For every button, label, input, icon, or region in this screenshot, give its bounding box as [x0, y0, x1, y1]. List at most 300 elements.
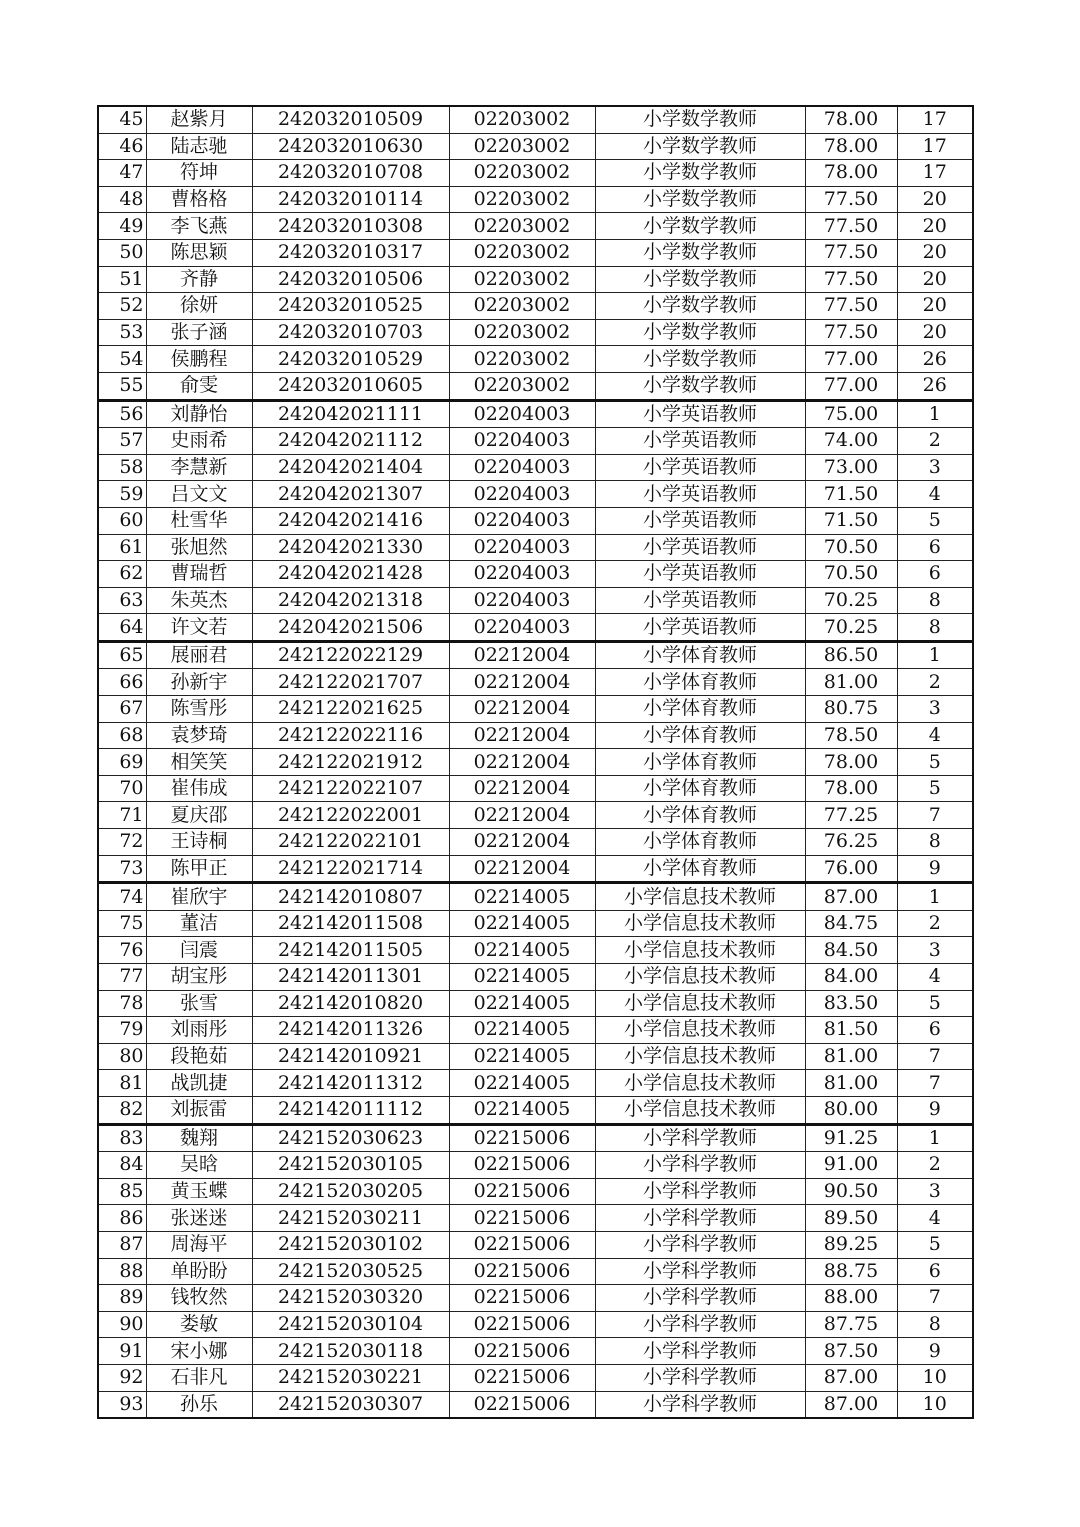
cell-score: 78.00	[805, 106, 897, 133]
cell-post-code: 02214005	[449, 937, 595, 964]
cell-seq-no: 82	[98, 1096, 146, 1124]
cell-seq-no: 63	[98, 587, 146, 614]
table-row	[98, 964, 973, 991]
cell-name: 娄敏	[146, 1311, 252, 1338]
table-row	[98, 1258, 973, 1285]
cell-post-code: 02214005	[449, 1070, 595, 1097]
cell-exam-id: 242142010820	[252, 990, 449, 1017]
cell-seq-no: 60	[98, 507, 146, 534]
cell-exam-id: 242122021912	[252, 749, 449, 776]
cell-name: 陈雪彤	[146, 696, 252, 723]
cell-post-code: 02215006	[449, 1231, 595, 1258]
cell-exam-id: 242042021428	[252, 561, 449, 588]
cell-exam-id: 242042021416	[252, 507, 449, 534]
cell-post-code: 02215006	[449, 1338, 595, 1365]
cell-post-title: 小学体育教师	[595, 669, 805, 696]
cell-seq-no: 78	[98, 990, 146, 1017]
cell-post-title: 小学数学教师	[595, 133, 805, 160]
table-row	[98, 481, 973, 508]
cell-exam-id: 242042021111	[252, 400, 449, 428]
table-row	[98, 507, 973, 534]
cell-exam-id: 242032010114	[252, 186, 449, 213]
cell-rank: 20	[897, 319, 973, 346]
table-row	[98, 1285, 973, 1312]
cell-post-title: 小学体育教师	[595, 722, 805, 749]
cell-score: 77.50	[805, 239, 897, 266]
cell-name: 许文若	[146, 614, 252, 642]
cell-score: 74.00	[805, 428, 897, 455]
cell-score: 77.25	[805, 802, 897, 829]
cell-name: 刘雨彤	[146, 1017, 252, 1044]
cell-name: 单盼盼	[146, 1258, 252, 1285]
cell-score: 87.00	[805, 883, 897, 911]
cell-score: 78.50	[805, 722, 897, 749]
cell-name: 齐静	[146, 266, 252, 293]
cell-exam-id: 242032010529	[252, 346, 449, 373]
cell-name: 俞雯	[146, 372, 252, 400]
cell-name: 刘振雷	[146, 1096, 252, 1124]
cell-rank: 4	[897, 722, 973, 749]
cell-exam-id: 242142011112	[252, 1096, 449, 1124]
cell-score: 78.00	[805, 749, 897, 776]
cell-rank: 7	[897, 1043, 973, 1070]
cell-name: 董洁	[146, 910, 252, 937]
cell-rank: 7	[897, 1070, 973, 1097]
cell-exam-id: 242042021506	[252, 614, 449, 642]
cell-score: 77.50	[805, 293, 897, 320]
cell-score: 77.50	[805, 266, 897, 293]
cell-exam-id: 242152030525	[252, 1258, 449, 1285]
cell-post-code: 02204003	[449, 454, 595, 481]
cell-seq-no: 45	[98, 106, 146, 133]
cell-score: 80.00	[805, 1096, 897, 1124]
cell-post-code: 02215006	[449, 1258, 595, 1285]
table-body	[98, 106, 973, 1418]
cell-score: 71.50	[805, 507, 897, 534]
cell-score: 77.00	[805, 346, 897, 373]
cell-rank: 6	[897, 561, 973, 588]
table-row	[98, 293, 973, 320]
cell-exam-id: 242152030102	[252, 1231, 449, 1258]
cell-seq-no: 46	[98, 133, 146, 160]
cell-exam-id: 242042021318	[252, 587, 449, 614]
cell-seq-no: 49	[98, 213, 146, 240]
cell-score: 77.50	[805, 186, 897, 213]
cell-post-title: 小学英语教师	[595, 534, 805, 561]
cell-post-code: 02215006	[449, 1391, 595, 1418]
cell-seq-no: 65	[98, 641, 146, 669]
cell-rank: 10	[897, 1364, 973, 1391]
cell-exam-id: 242032010317	[252, 239, 449, 266]
cell-exam-id: 242152030105	[252, 1152, 449, 1179]
cell-name: 李飞燕	[146, 213, 252, 240]
cell-seq-no: 47	[98, 160, 146, 187]
cell-post-title: 小学英语教师	[595, 561, 805, 588]
cell-name: 朱英杰	[146, 587, 252, 614]
cell-post-code: 02203002	[449, 319, 595, 346]
cell-post-code: 02212004	[449, 749, 595, 776]
cell-name: 陆志驰	[146, 133, 252, 160]
table-row	[98, 213, 973, 240]
cell-score: 84.75	[805, 910, 897, 937]
cell-rank: 8	[897, 1311, 973, 1338]
cell-name: 孙乐	[146, 1391, 252, 1418]
cell-exam-id: 242152030320	[252, 1285, 449, 1312]
cell-name: 曹瑞哲	[146, 561, 252, 588]
cell-seq-no: 66	[98, 669, 146, 696]
cell-score: 70.50	[805, 561, 897, 588]
cell-seq-no: 77	[98, 964, 146, 991]
cell-exam-id: 242122022129	[252, 641, 449, 669]
cell-exam-id: 242032010708	[252, 160, 449, 187]
cell-exam-id: 242122021714	[252, 855, 449, 883]
cell-seq-no: 70	[98, 775, 146, 802]
cell-name: 闫震	[146, 937, 252, 964]
cell-post-title: 小学数学教师	[595, 160, 805, 187]
cell-name: 陈甲正	[146, 855, 252, 883]
cell-post-title: 小学体育教师	[595, 641, 805, 669]
table-row	[98, 669, 973, 696]
cell-post-code: 02214005	[449, 1043, 595, 1070]
cell-score: 76.25	[805, 829, 897, 856]
cell-name: 赵紫月	[146, 106, 252, 133]
cell-name: 段艳茹	[146, 1043, 252, 1070]
cell-exam-id: 242152030307	[252, 1391, 449, 1418]
cell-name: 战凯捷	[146, 1070, 252, 1097]
table-row	[98, 239, 973, 266]
cell-rank: 6	[897, 534, 973, 561]
cell-name: 吕文文	[146, 481, 252, 508]
cell-seq-no: 64	[98, 614, 146, 642]
cell-seq-no: 74	[98, 883, 146, 911]
cell-exam-id: 242042021112	[252, 428, 449, 455]
cell-seq-no: 79	[98, 1017, 146, 1044]
table-row	[98, 561, 973, 588]
cell-post-title: 小学科学教师	[595, 1231, 805, 1258]
cell-seq-no: 56	[98, 400, 146, 428]
cell-seq-no: 83	[98, 1124, 146, 1152]
table-row	[98, 641, 973, 669]
cell-name: 周海平	[146, 1231, 252, 1258]
cell-name: 相笑笑	[146, 749, 252, 776]
cell-post-title: 小学数学教师	[595, 293, 805, 320]
table-row	[98, 614, 973, 642]
cell-post-title: 小学数学教师	[595, 213, 805, 240]
cell-rank: 17	[897, 106, 973, 133]
cell-score: 78.00	[805, 160, 897, 187]
cell-post-title: 小学科学教师	[595, 1124, 805, 1152]
cell-post-code: 02204003	[449, 428, 595, 455]
table-row	[98, 829, 973, 856]
cell-post-title: 小学科学教师	[595, 1364, 805, 1391]
cell-rank: 5	[897, 1231, 973, 1258]
cell-name: 史雨希	[146, 428, 252, 455]
cell-post-title: 小学科学教师	[595, 1391, 805, 1418]
cell-name: 孙新宇	[146, 669, 252, 696]
cell-post-code: 02215006	[449, 1152, 595, 1179]
cell-post-code: 02212004	[449, 696, 595, 723]
cell-post-title: 小学数学教师	[595, 239, 805, 266]
table-row	[98, 372, 973, 400]
cell-exam-id: 242122021707	[252, 669, 449, 696]
cell-rank: 7	[897, 1285, 973, 1312]
cell-seq-no: 80	[98, 1043, 146, 1070]
cell-rank: 5	[897, 775, 973, 802]
cell-seq-no: 76	[98, 937, 146, 964]
cell-post-title: 小学数学教师	[595, 106, 805, 133]
cell-score: 77.50	[805, 319, 897, 346]
table-row	[98, 587, 973, 614]
table-row	[98, 802, 973, 829]
cell-rank: 1	[897, 883, 973, 911]
cell-score: 78.00	[805, 133, 897, 160]
cell-rank: 3	[897, 1178, 973, 1205]
cell-post-code: 02215006	[449, 1124, 595, 1152]
cell-exam-id: 242152030623	[252, 1124, 449, 1152]
cell-post-title: 小学科学教师	[595, 1152, 805, 1179]
cell-rank: 3	[897, 937, 973, 964]
cell-rank: 2	[897, 669, 973, 696]
cell-exam-id: 242142011508	[252, 910, 449, 937]
cell-name: 石非凡	[146, 1364, 252, 1391]
cell-seq-no: 52	[98, 293, 146, 320]
cell-post-code: 02203002	[449, 160, 595, 187]
cell-post-code: 02203002	[449, 106, 595, 133]
cell-rank: 3	[897, 454, 973, 481]
cell-post-code: 02215006	[449, 1205, 595, 1232]
cell-post-title: 小学体育教师	[595, 855, 805, 883]
cell-name: 崔伟成	[146, 775, 252, 802]
cell-name: 魏翔	[146, 1124, 252, 1152]
table-row	[98, 1096, 973, 1124]
cell-seq-no: 68	[98, 722, 146, 749]
cell-seq-no: 85	[98, 1178, 146, 1205]
cell-post-code: 02203002	[449, 213, 595, 240]
table-row	[98, 910, 973, 937]
cell-score: 81.50	[805, 1017, 897, 1044]
cell-post-code: 02203002	[449, 346, 595, 373]
cell-exam-id: 242142011326	[252, 1017, 449, 1044]
cell-post-title: 小学数学教师	[595, 186, 805, 213]
cell-post-title: 小学科学教师	[595, 1285, 805, 1312]
cell-name: 胡宝彤	[146, 964, 252, 991]
cell-score: 86.50	[805, 641, 897, 669]
cell-score: 81.00	[805, 1070, 897, 1097]
cell-exam-id: 242122022101	[252, 829, 449, 856]
table-row	[98, 266, 973, 293]
cell-post-title: 小学信息技术教师	[595, 1017, 805, 1044]
cell-seq-no: 48	[98, 186, 146, 213]
cell-post-title: 小学信息技术教师	[595, 1096, 805, 1124]
cell-post-title: 小学英语教师	[595, 454, 805, 481]
cell-rank: 6	[897, 1258, 973, 1285]
cell-seq-no: 86	[98, 1205, 146, 1232]
cell-name: 钱牧然	[146, 1285, 252, 1312]
cell-score: 77.00	[805, 372, 897, 400]
cell-post-code: 02214005	[449, 964, 595, 991]
cell-score: 73.00	[805, 454, 897, 481]
cell-exam-id: 242032010525	[252, 293, 449, 320]
cell-rank: 6	[897, 1017, 973, 1044]
cell-post-code: 02203002	[449, 186, 595, 213]
cell-seq-no: 50	[98, 239, 146, 266]
cell-seq-no: 57	[98, 428, 146, 455]
cell-post-title: 小学信息技术教师	[595, 1070, 805, 1097]
cell-name: 李慧新	[146, 454, 252, 481]
cell-seq-no: 71	[98, 802, 146, 829]
cell-post-title: 小学数学教师	[595, 266, 805, 293]
cell-rank: 8	[897, 587, 973, 614]
cell-post-code: 02212004	[449, 855, 595, 883]
cell-exam-id: 242032010703	[252, 319, 449, 346]
cell-rank: 20	[897, 266, 973, 293]
cell-name: 吴晗	[146, 1152, 252, 1179]
cell-post-code: 02204003	[449, 614, 595, 642]
cell-score: 70.25	[805, 587, 897, 614]
cell-name: 张子涵	[146, 319, 252, 346]
table-row	[98, 1205, 973, 1232]
cell-post-title: 小学信息技术教师	[595, 883, 805, 911]
cell-score: 76.00	[805, 855, 897, 883]
cell-post-title: 小学数学教师	[595, 372, 805, 400]
cell-score: 90.50	[805, 1178, 897, 1205]
cell-exam-id: 242142010921	[252, 1043, 449, 1070]
cell-post-code: 02204003	[449, 481, 595, 508]
cell-seq-no: 93	[98, 1391, 146, 1418]
cell-name: 崔欣宇	[146, 883, 252, 911]
cell-name: 张迷迷	[146, 1205, 252, 1232]
table-row	[98, 883, 973, 911]
cell-exam-id: 242032010630	[252, 133, 449, 160]
cell-rank: 5	[897, 990, 973, 1017]
cell-post-code: 02203002	[449, 372, 595, 400]
cell-name: 张雪	[146, 990, 252, 1017]
cell-post-title: 小学数学教师	[595, 346, 805, 373]
cell-exam-id: 242122022001	[252, 802, 449, 829]
cell-post-title: 小学英语教师	[595, 428, 805, 455]
cell-score: 81.00	[805, 669, 897, 696]
cell-rank: 2	[897, 910, 973, 937]
cell-score: 75.00	[805, 400, 897, 428]
cell-post-code: 02203002	[449, 293, 595, 320]
cell-post-code: 02203002	[449, 133, 595, 160]
table-row	[98, 1364, 973, 1391]
cell-post-title: 小学英语教师	[595, 481, 805, 508]
cell-post-code: 02212004	[449, 802, 595, 829]
table-row	[98, 1043, 973, 1070]
cell-seq-no: 75	[98, 910, 146, 937]
cell-post-title: 小学科学教师	[595, 1258, 805, 1285]
table-row	[98, 534, 973, 561]
cell-rank: 9	[897, 855, 973, 883]
cell-rank: 5	[897, 749, 973, 776]
cell-seq-no: 72	[98, 829, 146, 856]
cell-rank: 20	[897, 186, 973, 213]
cell-name: 黄玉蝶	[146, 1178, 252, 1205]
cell-post-title: 小学科学教师	[595, 1338, 805, 1365]
cell-rank: 4	[897, 964, 973, 991]
cell-name: 刘静怡	[146, 400, 252, 428]
cell-rank: 20	[897, 213, 973, 240]
cell-exam-id: 242152030104	[252, 1311, 449, 1338]
cell-post-title: 小学信息技术教师	[595, 1043, 805, 1070]
cell-rank: 26	[897, 372, 973, 400]
table-row	[98, 990, 973, 1017]
cell-score: 70.50	[805, 534, 897, 561]
cell-name: 陈思颖	[146, 239, 252, 266]
cell-post-title: 小学英语教师	[595, 507, 805, 534]
cell-seq-no: 87	[98, 1231, 146, 1258]
cell-rank: 4	[897, 481, 973, 508]
table-row	[98, 1178, 973, 1205]
table-row	[98, 722, 973, 749]
cell-post-code: 02212004	[449, 722, 595, 749]
table-row	[98, 1017, 973, 1044]
cell-post-title: 小学信息技术教师	[595, 990, 805, 1017]
cell-seq-no: 54	[98, 346, 146, 373]
cell-rank: 26	[897, 346, 973, 373]
cell-post-code: 02214005	[449, 1017, 595, 1044]
cell-post-code: 02215006	[449, 1178, 595, 1205]
cell-post-title: 小学数学教师	[595, 319, 805, 346]
cell-rank: 20	[897, 293, 973, 320]
table-row	[98, 319, 973, 346]
cell-score: 88.75	[805, 1258, 897, 1285]
cell-rank: 10	[897, 1391, 973, 1418]
cell-exam-id: 242122022116	[252, 722, 449, 749]
cell-score: 91.25	[805, 1124, 897, 1152]
cell-exam-id: 242032010509	[252, 106, 449, 133]
cell-name: 宋小娜	[146, 1338, 252, 1365]
cell-exam-id: 242152030221	[252, 1364, 449, 1391]
cell-exam-id: 242042021307	[252, 481, 449, 508]
cell-rank: 5	[897, 507, 973, 534]
cell-seq-no: 89	[98, 1285, 146, 1312]
cell-post-title: 小学科学教师	[595, 1178, 805, 1205]
cell-rank: 1	[897, 641, 973, 669]
cell-rank: 8	[897, 614, 973, 642]
cell-seq-no: 92	[98, 1364, 146, 1391]
cell-name: 王诗桐	[146, 829, 252, 856]
cell-rank: 8	[897, 829, 973, 856]
cell-seq-no: 58	[98, 454, 146, 481]
cell-name: 徐妍	[146, 293, 252, 320]
cell-score: 81.00	[805, 1043, 897, 1070]
cell-post-title: 小学英语教师	[595, 614, 805, 642]
cell-post-code: 02204003	[449, 561, 595, 588]
table-row	[98, 696, 973, 723]
cell-seq-no: 67	[98, 696, 146, 723]
cell-seq-no: 61	[98, 534, 146, 561]
cell-post-code: 02203002	[449, 266, 595, 293]
cell-post-title: 小学信息技术教师	[595, 964, 805, 991]
cell-exam-id: 242142011301	[252, 964, 449, 991]
cell-score: 87.75	[805, 1311, 897, 1338]
cell-name: 符坤	[146, 160, 252, 187]
cell-seq-no: 51	[98, 266, 146, 293]
cell-rank: 20	[897, 239, 973, 266]
cell-post-code: 02203002	[449, 239, 595, 266]
cell-exam-id: 242142011312	[252, 1070, 449, 1097]
cell-rank: 2	[897, 1152, 973, 1179]
cell-score: 84.50	[805, 937, 897, 964]
table-row	[98, 1311, 973, 1338]
cell-post-code: 02204003	[449, 400, 595, 428]
table-row	[98, 1231, 973, 1258]
cell-score: 70.25	[805, 614, 897, 642]
table-row	[98, 106, 973, 133]
cell-post-title: 小学体育教师	[595, 802, 805, 829]
